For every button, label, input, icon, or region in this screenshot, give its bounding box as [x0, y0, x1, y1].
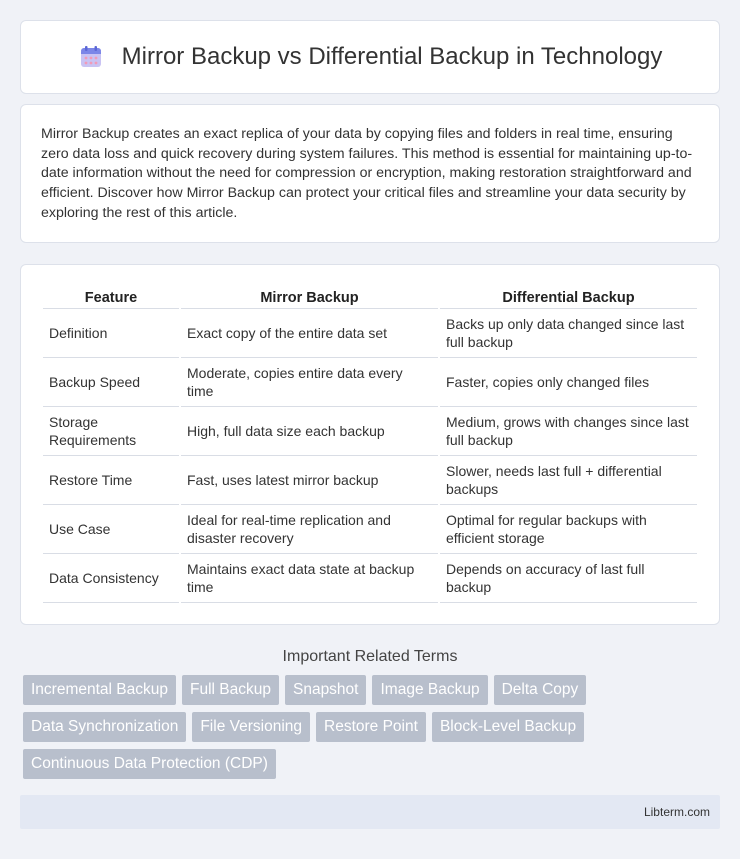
column-header-differential: Differential Backup	[440, 285, 697, 309]
table-cell: Backs up only data changed since last full backup	[440, 309, 697, 358]
table-row	[43, 456, 697, 505]
footer-site-link[interactable]: Libterm.com	[643, 805, 710, 819]
related-term-tag[interactable]: Delta Copy	[494, 675, 587, 705]
table-row	[43, 407, 697, 456]
intro-paragraph: Mirror Backup creates an exact replica of your data by copying files and folders in real time, ensuring zero data loss and quick recovery during system failures. This method is essential for maintaining up-to-date information without the need for compression or encryption, making restoration straightforward and efficient. Discover how Mirror Backup can protect your critical files and streamline your data security by exploring the rest of this article.	[41, 126, 693, 221]
table-cell: Restore Time	[43, 456, 179, 505]
table-cell: Fast, uses latest mirror backup	[181, 456, 438, 505]
table-cell: Maintains exact data state at backup time	[181, 554, 438, 603]
related-term-tag[interactable]: Data Synchronization	[23, 712, 186, 742]
table-row	[43, 309, 697, 358]
table-cell: Depends on accuracy of last full backup	[440, 554, 697, 603]
table-row	[43, 358, 697, 407]
table-cell: Use Case	[43, 505, 179, 554]
table-cell: Slower, needs last full + differential backups	[440, 456, 697, 505]
table-header-row	[43, 285, 697, 309]
related-term-tag[interactable]: Block-Level Backup	[432, 712, 584, 742]
comparison-table	[41, 285, 699, 603]
related-term-tag[interactable]: Full Backup	[182, 675, 279, 705]
table-cell: Storage Requirements	[43, 407, 179, 456]
table-cell: Definition	[43, 309, 179, 358]
table-cell: Backup Speed	[43, 358, 179, 407]
table-cell: Data Consistency	[43, 554, 179, 603]
comparison-card	[20, 264, 720, 625]
table-row	[43, 505, 697, 554]
related-terms-list	[20, 675, 720, 779]
intro-card	[20, 104, 720, 243]
related-term-tag[interactable]: Snapshot	[285, 675, 367, 705]
related-term-tag[interactable]: Image Backup	[372, 675, 487, 705]
column-header-mirror: Mirror Backup	[181, 285, 438, 309]
table-cell: Optimal for regular backups with efficient storage	[440, 505, 697, 554]
related-term-tag[interactable]: File Versioning	[192, 712, 310, 742]
page-title: Mirror Backup vs Differential Backup in Technology	[121, 43, 663, 70]
table-cell: Ideal for real-time replication and disaster recovery	[181, 505, 438, 554]
table-row	[43, 554, 697, 603]
related-terms-title: Important Related Terms	[282, 648, 458, 665]
related-term-tag[interactable]: Incremental Backup	[23, 675, 176, 705]
table-cell: Exact copy of the entire data set	[181, 309, 438, 358]
table-cell: Moderate, copies entire data every time	[181, 358, 438, 407]
table-cell: Medium, grows with changes since last full backup	[440, 407, 697, 456]
table-cell: Faster, copies only changed files	[440, 358, 697, 407]
footer	[20, 795, 720, 829]
calendar-icon	[78, 44, 104, 70]
related-term-tag[interactable]: Restore Point	[316, 712, 426, 742]
table-cell: High, full data size each backup	[181, 407, 438, 456]
column-header-feature: Feature	[43, 285, 179, 309]
title-card	[20, 20, 720, 94]
related-terms-section	[20, 645, 720, 779]
related-term-tag[interactable]: Continuous Data Protection (CDP)	[23, 749, 276, 779]
